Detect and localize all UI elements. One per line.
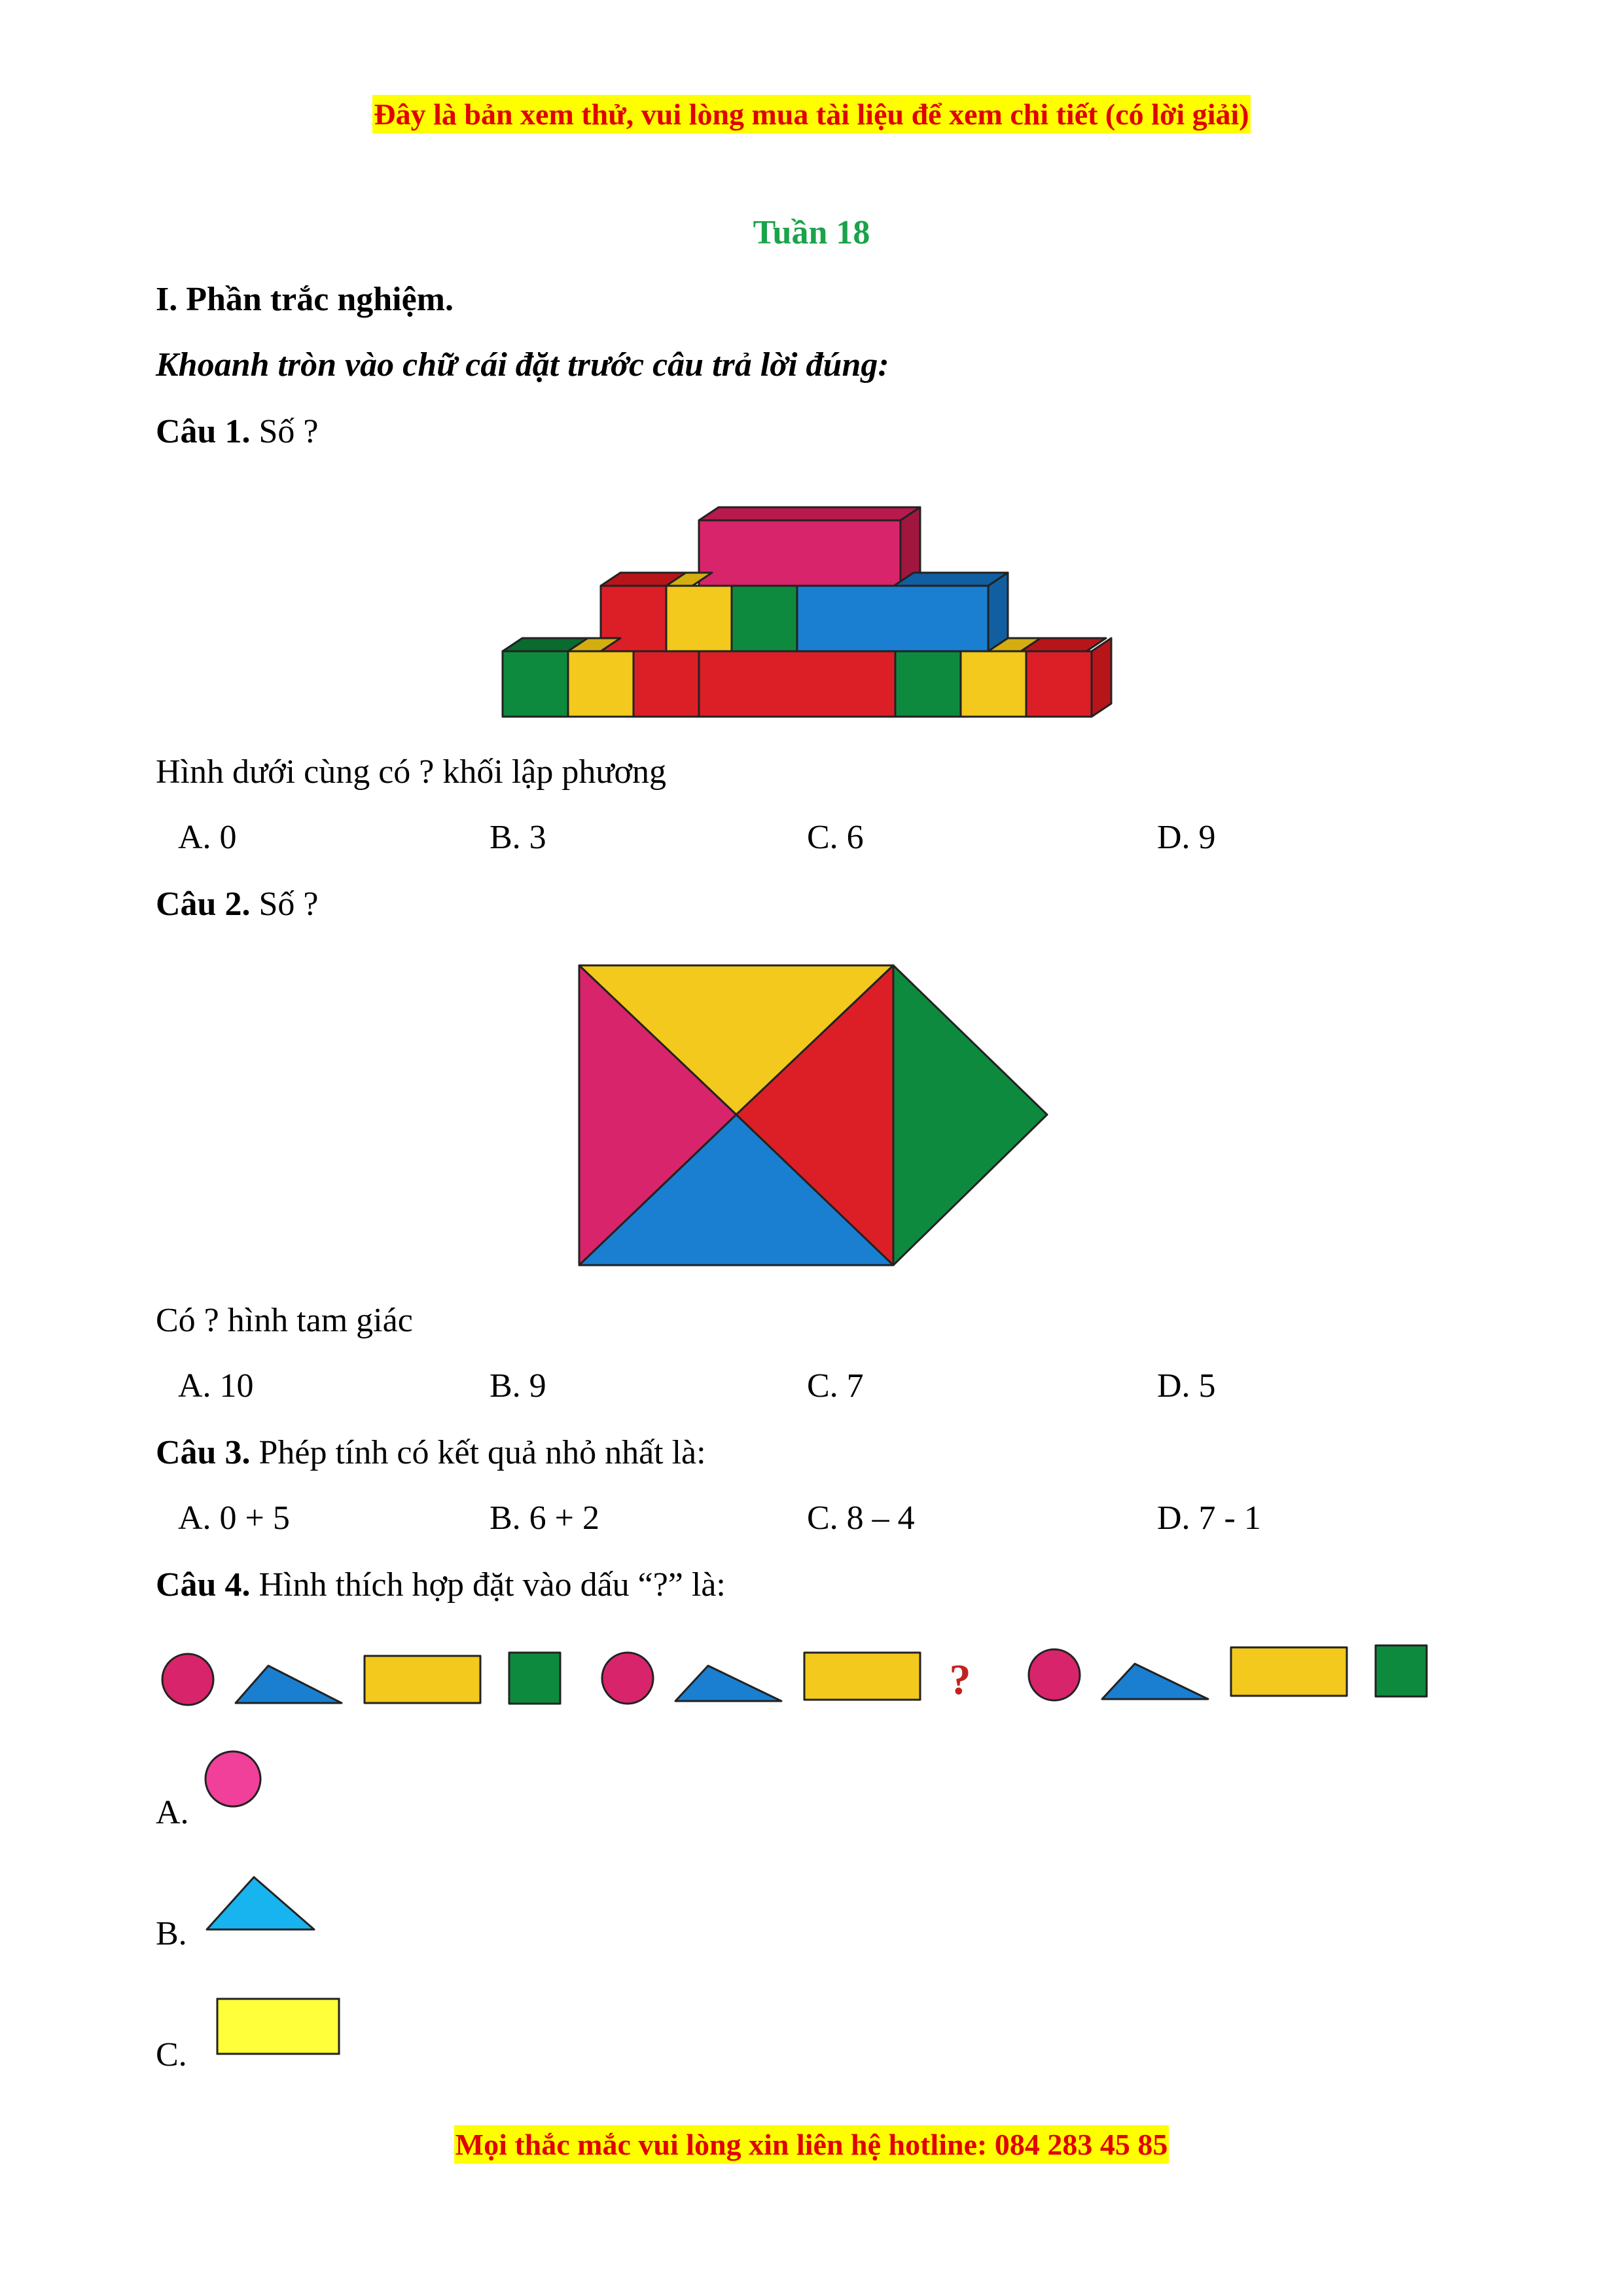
question-2-option-b[interactable]: B. 9: [490, 1367, 546, 1405]
question-3-heading: [156, 1433, 706, 1472]
question-4-option-c[interactable]: C.: [156, 2036, 187, 2073]
week-title: Tuần 18: [753, 214, 870, 251]
pattern-rectangle: [1231, 1647, 1347, 1696]
pattern-rectangle: [804, 1653, 920, 1700]
question-2-label: Câu 2.: [156, 886, 251, 923]
pattern-triangle: [675, 1666, 781, 1701]
question-1-option-d[interactable]: D. 9: [1157, 819, 1216, 856]
question-2-triangle-figure: [576, 962, 1054, 1270]
question-1-option-a[interactable]: A. 0: [178, 819, 237, 856]
question-3-option-d[interactable]: D. 7 - 1: [1157, 1499, 1261, 1537]
question-1-prompt: Hình dưới cùng có ? khối lập phương: [156, 753, 667, 791]
question-3-option-c[interactable]: C. 8 – 4: [807, 1499, 915, 1537]
pattern-square: [1376, 1645, 1427, 1696]
pattern-circle: [162, 1654, 213, 1705]
pattern-circle: [1029, 1649, 1080, 1700]
header-notice: Đây là bản xem thử, vui lòng mua tài liệu để xem chi tiết (có lời giải): [0, 97, 1623, 132]
footer-notice: Mọi thắc mắc vui lòng xin liên hệ hotline: 084 283 45 85: [0, 2127, 1623, 2162]
question-2-option-c[interactable]: C. 7: [807, 1367, 864, 1405]
question-1-option-c[interactable]: C. 6: [807, 819, 864, 856]
question-1-block-figure: [491, 491, 1132, 720]
question-2-prompt: Có ? hình tam giác: [156, 1302, 413, 1339]
question-4-pattern-sequence: [151, 1636, 1459, 1721]
question-3-option-b[interactable]: B. 6 + 2: [490, 1499, 600, 1537]
question-2-heading: [156, 885, 318, 924]
question-2-text: Số ?: [259, 886, 319, 923]
pattern-rectangle: [365, 1656, 480, 1703]
pattern-triangle: [1102, 1664, 1208, 1699]
question-4-option-b[interactable]: B.: [156, 1915, 187, 1952]
question-1-option-b[interactable]: B. 3: [490, 819, 546, 856]
pattern-triangle: [236, 1666, 342, 1703]
pattern-square: [509, 1653, 560, 1704]
question-2-option-a[interactable]: A. 10: [178, 1367, 254, 1405]
question-3-text: Phép tính có kết quả nhỏ nhất là:: [259, 1434, 706, 1471]
pattern-circle: [602, 1653, 653, 1704]
question-4-heading: [156, 1566, 726, 1604]
option-a-circle-shape[interactable]: [202, 1748, 264, 1810]
question-1-heading: [156, 412, 318, 451]
question-3-option-a[interactable]: A. 0 + 5: [178, 1499, 290, 1537]
question-1-text: Số ?: [259, 413, 319, 450]
question-3-label: Câu 3.: [156, 1434, 251, 1471]
question-4-text: Hình thích hợp đặt vào dấu “?” là:: [259, 1566, 726, 1604]
option-b-triangle-shape[interactable]: [202, 1872, 319, 1937]
question-1-label: Câu 1.: [156, 413, 251, 450]
instruction: Khoanh tròn vào chữ cái đặt trước câu trả lời đúng:: [156, 346, 889, 384]
option-c-rectangle-shape[interactable]: [215, 1996, 342, 2059]
question-2-option-d[interactable]: D. 5: [1157, 1367, 1216, 1405]
question-4-label: Câu 4.: [156, 1566, 251, 1604]
pattern-question-mark: ?: [949, 1656, 971, 1704]
question-4-option-a[interactable]: A.: [156, 1794, 189, 1831]
section-title: I. Phần trắc nghiệm.: [156, 281, 454, 318]
